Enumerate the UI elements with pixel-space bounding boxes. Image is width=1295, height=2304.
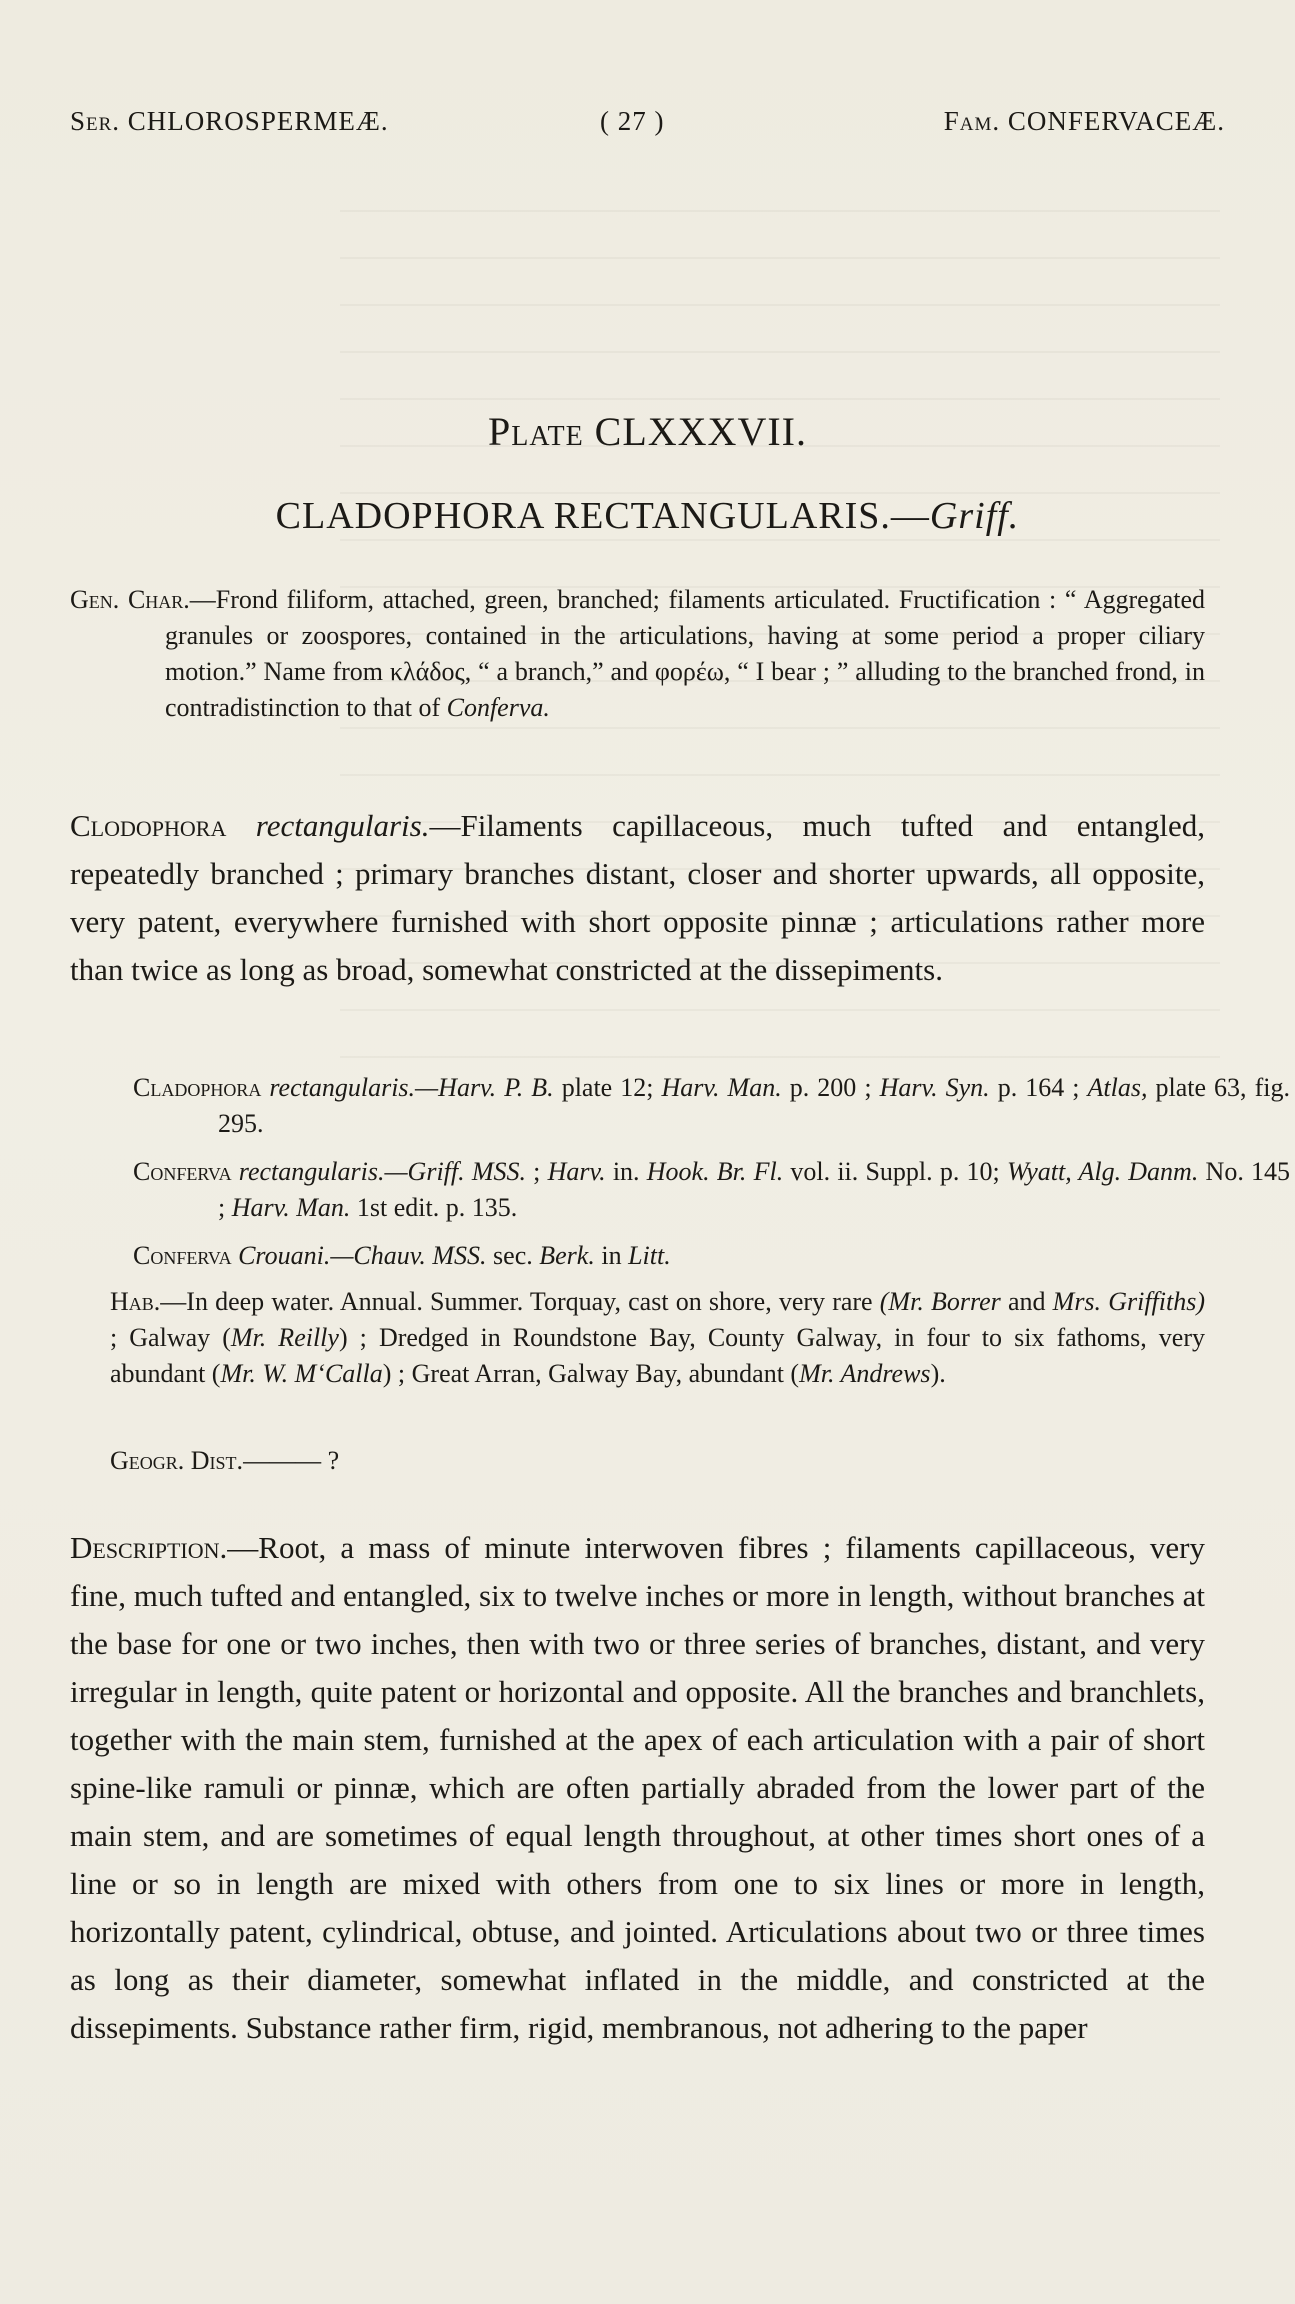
genus-character: Gen. Char.—Frond filiform, attached, green, branched; filaments articulated. Fructification : “ Aggregated granules or zoospores, contained in the articulations, having at some period a proper ciliary motion.” Name from κλάδος, “ a branch,” and φορέω, “ I bear ; ” alluding to the branched frond, in contradistinction to that of Conferva. [70,585,1205,722]
running-head-left: Ser. CHLOROSPERMEÆ. [70,106,389,136]
description: Description.—Root, a mass of minute interwoven fibres ; filaments capillaceous, very fine, much tufted and entangled, six to twelve inches or more in length, without branches at the base for one or two inches, then with two or three series of branches, distant, and very irregular in length, quite patent or horizontal and opposite. All the branches and branchlets, together with the main stem, furnished at the apex of each articulation with a pair of short spine-like ramuli or pinnæ, which are often partially abraded from the lower part of the main stem, and are sometimes of equal length throughout, at other times short ones of a line or so in length are mixed with others from one to six lines or more in length, horizontally patent, cylindrical, obtuse, and jointed. Articulations about two or three times as long as their diameter, somewhat inflated in the middle, and constricted at the dissepiments. Substance rather firm, rigid, membranous, not adhering to the paper [70,1530,1205,2045]
synonym-entry: Cladophora rectangularis.—Harv. P. B. plate 12; Harv. Man. p. 200 ; Harv. Syn. p. 164 ; Atlas, plate 63, fig. 295. [133,1073,1290,1138]
geographic-distribution: Geogr. Dist.——— ? [110,1446,340,1475]
synonym-entry: Conferva Crouani.—Chauv. MSS. sec. Berk. in Litt. [133,1241,671,1270]
species-diagnosis: Clodophora rectangularis.—Filaments capillaceous, much tufted and entangled, repeatedly branched ; primary branches distant, closer and shorter upwards, all opposite, very patent, everywhere furnished with short opposite pinnæ ; articulations rather more than twice as long as broad, somewhat constricted at the dissepiments. [70,808,1206,987]
running-head-right: Fam. CONFERVACEÆ. [943,106,1225,136]
running-head [70,106,1225,146]
page-number: ( 27 ) [600,106,665,136]
plate-title: Plate CLXXXVII. [488,409,807,454]
species-title: CLADOPHORA RECTANGULARIS.—Griff. [275,495,1020,537]
synonym-entry: Conferva rectangularis.—Griff. MSS. ; Harv. in. Hook. Br. Fl. vol. ii. Suppl. p. 10; Wyatt, Alg. Danm. No. 145 ; Harv. Man. 1st edit. p. 135. [133,1157,1291,1222]
gen-char-label: Gen. Char. [70,585,190,614]
habitat: Hab.—In deep water. Annual. Summer. Torquay, cast on shore, very rare (Mr. Borrer and Mrs. Griffiths) ; Galway (Mr. Reilly) ; Dredged in Roundstone Bay, County Galway, in four to six fathoms, very abundant (Mr. W. M‘Calla) ; Great Arran, Galway Bay, abundant (Mr. Andrews). [110,1287,1206,1388]
